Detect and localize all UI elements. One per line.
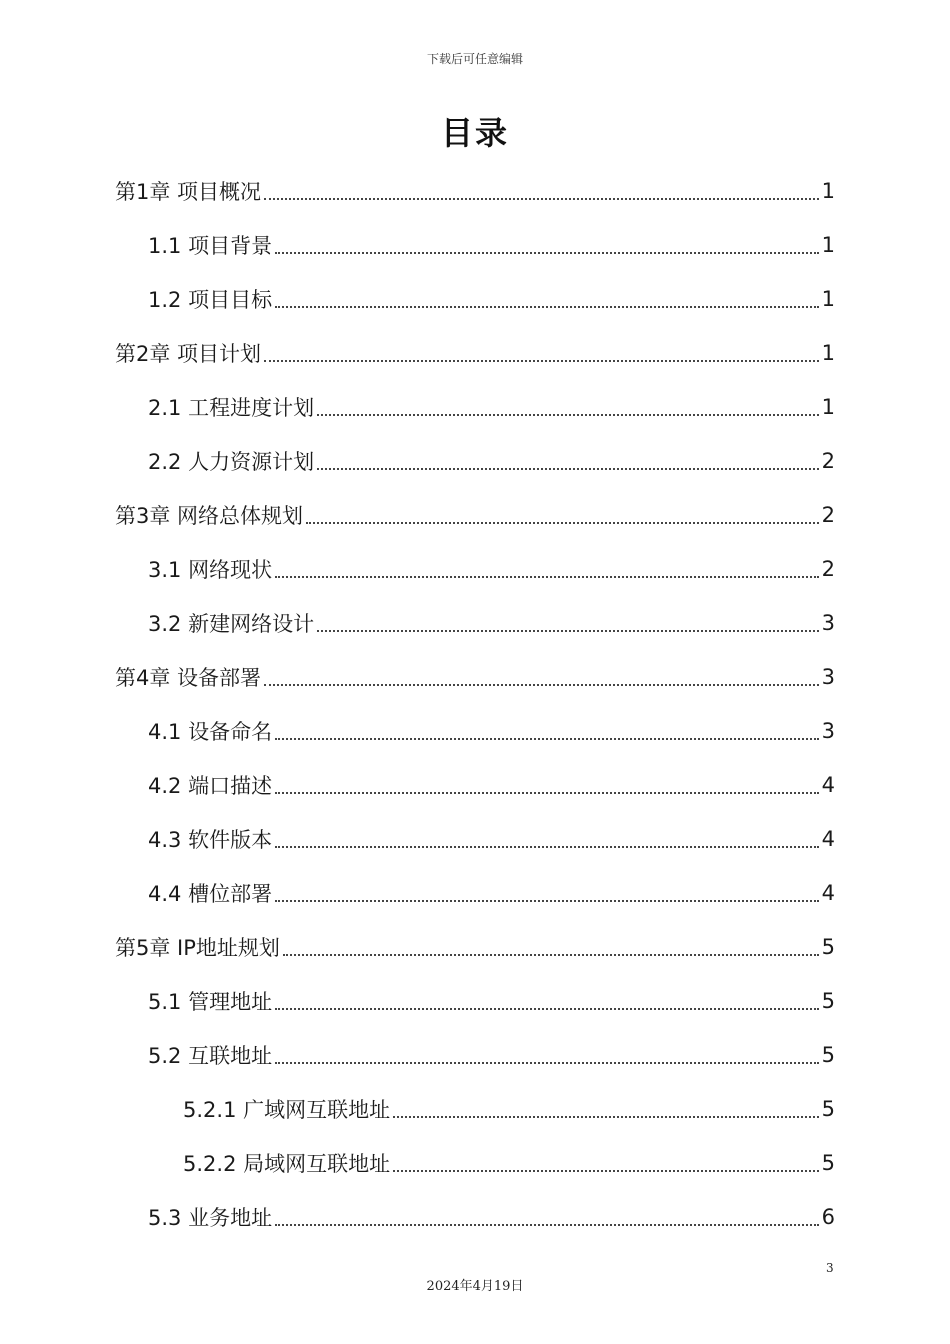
- dot-leader: [393, 1115, 819, 1118]
- toc-entry-text: 5.2.1 广域网互联地址: [183, 1098, 391, 1122]
- dot-leader: [306, 521, 819, 524]
- toc-entry-page: 3: [821, 719, 835, 743]
- toc-entry-text: 第5章 IP地址规划: [115, 936, 280, 960]
- toc-entry-chapter-5[interactable]: [0, 920, 835, 974]
- toc-entry-page: 1: [821, 179, 835, 203]
- toc-entry-chapter-3[interactable]: [0, 488, 835, 542]
- toc-entry-page: 3: [821, 665, 835, 689]
- toc-entry-text: 2.2 人力资源计划: [148, 450, 315, 474]
- toc-entry-page: 1: [821, 395, 835, 419]
- toc-entry-page: 6: [821, 1205, 835, 1229]
- toc-entry-4-4[interactable]: [0, 866, 835, 920]
- dot-leader: [264, 359, 819, 362]
- toc-entry-5-2-2[interactable]: [0, 1136, 835, 1190]
- dot-leader: [275, 737, 819, 740]
- toc-entry-2-1[interactable]: [0, 380, 835, 434]
- toc-entry-text: 2.1 工程进度计划: [148, 396, 315, 420]
- toc-entry-page: 5: [821, 1151, 835, 1175]
- toc-entry-5-1[interactable]: [0, 974, 835, 1028]
- dot-leader: [393, 1169, 819, 1172]
- dot-leader: [275, 791, 819, 794]
- page-title: 目录: [440, 114, 509, 152]
- dot-leader: [275, 845, 819, 848]
- toc-entry-page: 4: [821, 827, 835, 851]
- dot-leader: [275, 575, 819, 578]
- toc-entry-5-2-1[interactable]: [0, 1082, 835, 1136]
- toc-entry-chapter-1[interactable]: [0, 164, 835, 218]
- toc-entry-text: 5.2 互联地址: [148, 1044, 273, 1068]
- dot-leader: [275, 1061, 819, 1064]
- toc-entry-chapter-4[interactable]: [0, 650, 835, 704]
- toc-entry-4-1[interactable]: [0, 704, 835, 758]
- toc-entry-4-3[interactable]: [0, 812, 835, 866]
- footer-date: 2024年4月19日: [426, 1279, 524, 1294]
- toc-entry-text: 4.4 槽位部署: [148, 882, 273, 906]
- toc-entry-page: 1: [821, 233, 835, 257]
- toc-entry-1-1[interactable]: [0, 218, 835, 272]
- dot-leader: [275, 899, 819, 902]
- toc-entry-page: 2: [821, 503, 835, 527]
- toc-entry-page: 5: [821, 989, 835, 1013]
- toc-entry-2-2[interactable]: [0, 434, 835, 488]
- toc-entry-page: 2: [821, 557, 835, 581]
- toc-entry-text: 5.2.2 局域网互联地址: [183, 1152, 391, 1176]
- toc-entry-page: 4: [821, 881, 835, 905]
- toc-entry-page: 1: [821, 287, 835, 311]
- toc-entry-1-2[interactable]: [0, 272, 835, 326]
- dot-leader: [283, 953, 819, 956]
- toc-entry-3-1[interactable]: [0, 542, 835, 596]
- toc-entry-page: 1: [821, 341, 835, 365]
- toc-entry-text: 3.2 新建网络设计: [148, 612, 315, 636]
- dot-leader: [317, 467, 819, 470]
- toc-entry-chapter-2[interactable]: [0, 326, 835, 380]
- toc-entry-text: 5.1 管理地址: [148, 990, 273, 1014]
- toc-entry-text: 1.2 项目目标: [148, 288, 273, 312]
- dot-leader: [275, 251, 819, 254]
- toc-entry-page: 3: [821, 611, 835, 635]
- toc-entry-text: 1.1 项目背景: [148, 234, 273, 258]
- dot-leader: [275, 305, 819, 308]
- table-of-contents: [0, 164, 950, 1244]
- toc-entry-3-2[interactable]: [0, 596, 835, 650]
- dot-leader: [275, 1007, 819, 1010]
- dot-leader: [264, 683, 819, 686]
- page-header: 下载后可任意编辑: [426, 52, 523, 66]
- toc-entry-text: 5.3 业务地址: [148, 1206, 273, 1230]
- dot-leader: [317, 413, 819, 416]
- toc-entry-page: 4: [821, 773, 835, 797]
- toc-entry-text: 第3章 网络总体规划: [115, 504, 304, 528]
- toc-entry-text: 4.3 软件版本: [148, 828, 273, 852]
- toc-entry-page: 5: [821, 1097, 835, 1121]
- toc-entry-text: 4.1 设备命名: [148, 720, 273, 744]
- toc-entry-5-2[interactable]: [0, 1028, 835, 1082]
- toc-entry-4-2[interactable]: [0, 758, 835, 812]
- toc-entry-text: 第4章 设备部署: [115, 666, 262, 690]
- dot-leader: [317, 629, 819, 632]
- dot-leader: [275, 1223, 819, 1226]
- toc-entry-page: 2: [821, 449, 835, 473]
- toc-entry-page: 5: [821, 1043, 835, 1067]
- toc-entry-page: 5: [821, 935, 835, 959]
- toc-entry-text: 第1章 项目概况: [115, 180, 262, 204]
- dot-leader: [264, 197, 819, 200]
- toc-entry-5-3[interactable]: [0, 1190, 835, 1244]
- toc-entry-text: 3.1 网络现状: [148, 558, 273, 582]
- page-number: 3: [826, 1261, 834, 1275]
- toc-entry-text: 第2章 项目计划: [115, 342, 262, 366]
- toc-entry-text: 4.2 端口描述: [148, 774, 273, 798]
